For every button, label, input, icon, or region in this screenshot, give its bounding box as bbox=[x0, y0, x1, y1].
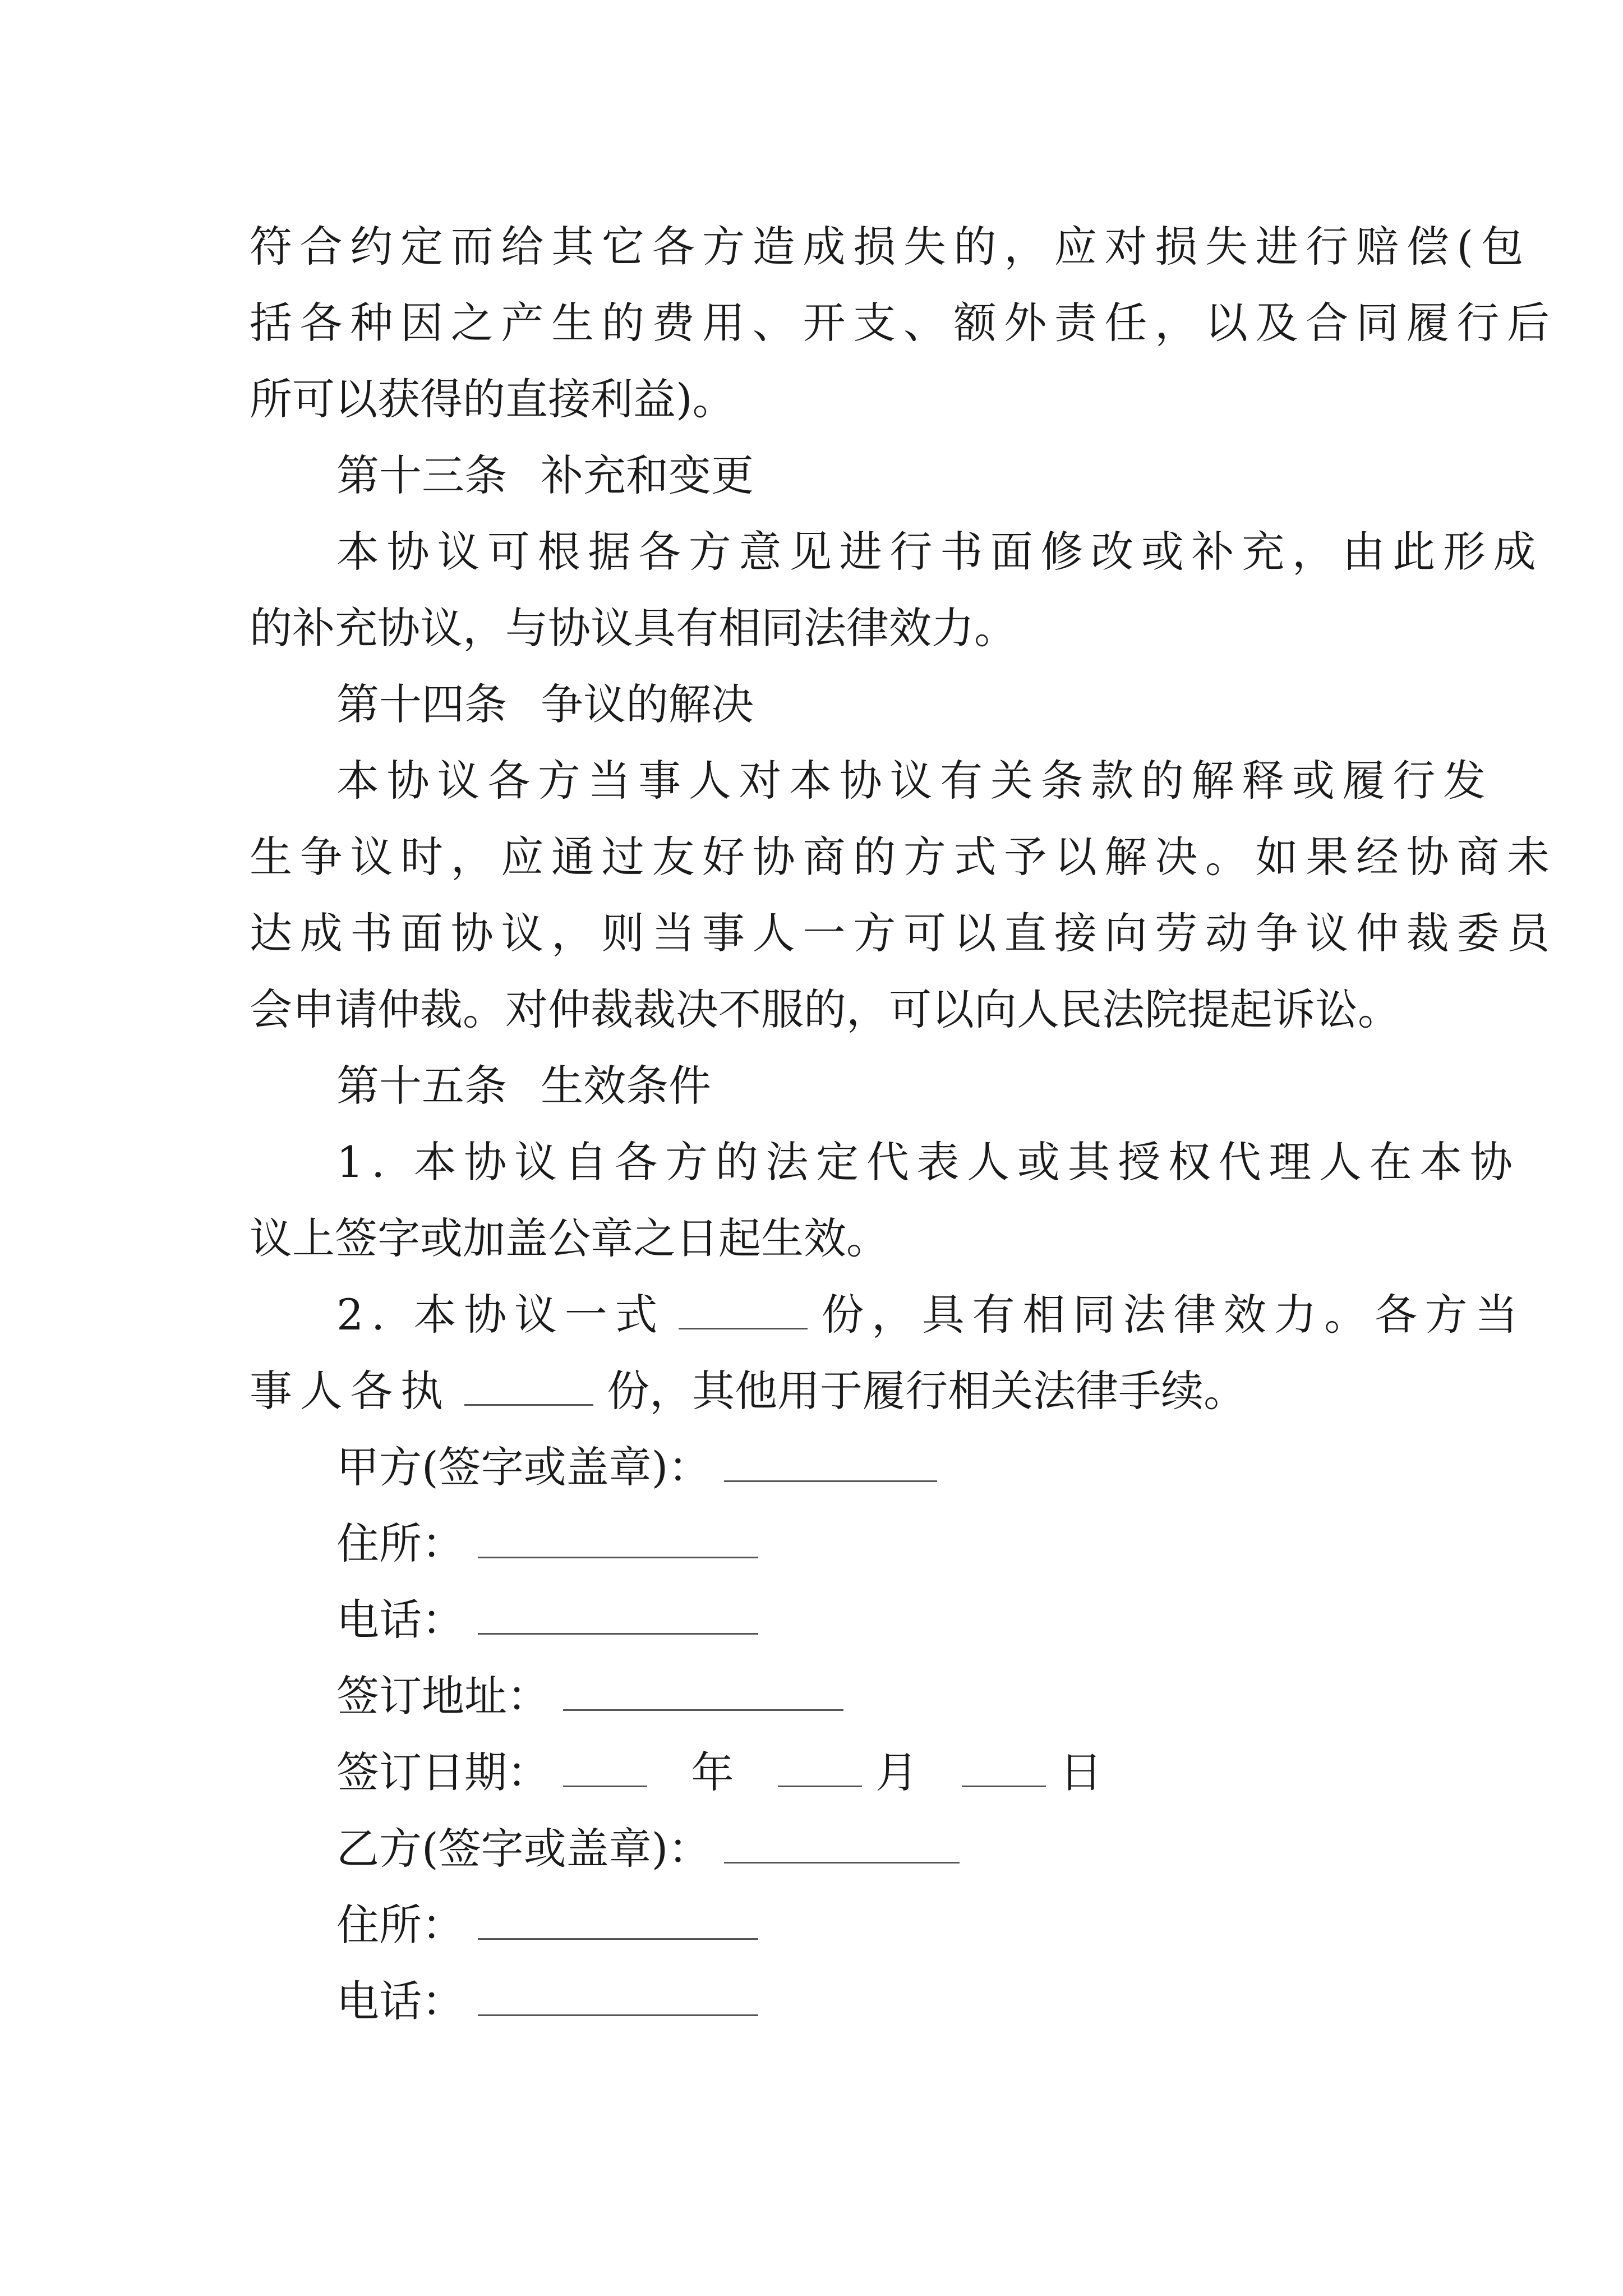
party-b-signature-blank[interactable] bbox=[724, 1826, 960, 1864]
article-heading-14 bbox=[336, 677, 754, 733]
party-b-address-row bbox=[336, 1897, 758, 1953]
copies-text-a: 事人各执 bbox=[250, 1366, 451, 1416]
day-blank[interactable] bbox=[962, 1750, 1046, 1787]
address-label: 住所： bbox=[336, 1519, 464, 1568]
month-label: 月 bbox=[875, 1747, 919, 1797]
article-heading-15 bbox=[336, 1058, 711, 1114]
article-number: 第十四条 bbox=[336, 679, 507, 729]
copies-text-b: 份，其他用于履行相关法律手续。 bbox=[607, 1366, 1247, 1416]
day-label: 日 bbox=[1059, 1747, 1103, 1797]
party-b-phone-blank[interactable] bbox=[478, 1978, 758, 2016]
article-heading-13 bbox=[336, 448, 754, 504]
party-a-address-row bbox=[336, 1516, 758, 1572]
paragraph-line: 本协议各方当事人对本协议有关条款的解释或履行发 bbox=[336, 756, 1493, 806]
party-b-phone-row bbox=[336, 1973, 758, 2030]
year-blank[interactable] bbox=[563, 1750, 647, 1787]
article-number: 第十五条 bbox=[336, 1061, 507, 1111]
phone-label: 电话： bbox=[336, 1595, 464, 1645]
article-number: 第十三条 bbox=[336, 450, 507, 500]
sign-date-row bbox=[336, 1745, 1103, 1801]
paragraph-line: 符合约定而给其它各方造成损失的，应对损失进行赔偿(包 bbox=[250, 222, 1532, 272]
copies-line bbox=[250, 1363, 1246, 1419]
phone-label: 电话： bbox=[336, 1976, 464, 2026]
article-title: 生效条件 bbox=[541, 1061, 711, 1111]
copies-line bbox=[336, 1287, 1525, 1343]
paragraph-line: 所可以获得的直接利益)。 bbox=[250, 374, 735, 424]
paragraph-line: 1. 本协议自各方的法定代表人或其授权代理人在本协 bbox=[336, 1137, 1520, 1187]
address-label: 住所： bbox=[336, 1900, 464, 1950]
party-a-phone-row bbox=[336, 1592, 758, 1648]
party-a-phone-blank[interactable] bbox=[478, 1597, 758, 1635]
copies-total-blank[interactable] bbox=[679, 1292, 808, 1329]
sign-place-label: 签订地址： bbox=[336, 1671, 550, 1721]
party-a-signature-row bbox=[336, 1439, 937, 1496]
party-a-label: 甲方(签字或盖章)： bbox=[336, 1442, 711, 1492]
sign-date-label: 签订日期： bbox=[336, 1747, 550, 1797]
month-blank[interactable] bbox=[778, 1750, 862, 1787]
paragraph-line: 生争议时，应通过友好协商的方式予以解决。如果经协商未 bbox=[250, 832, 1557, 882]
copies-each-blank[interactable] bbox=[464, 1368, 593, 1406]
paragraph-line: 括各种因之产生的费用、开支、额外责任，以及合同履行后 bbox=[250, 298, 1557, 348]
party-a-address-blank[interactable] bbox=[478, 1521, 758, 1558]
paragraph-line: 本协议可根据各方意见进行书面修改或补充，由此形成 bbox=[336, 527, 1544, 577]
paragraph-line: 会申请仲裁。对仲裁裁决不服的，可以向人民法院提起诉讼。 bbox=[250, 984, 1400, 1034]
copies-text-a: 2. 本协议一式 bbox=[336, 1290, 666, 1340]
article-title: 补充和变更 bbox=[541, 450, 754, 500]
party-a-signature-blank[interactable] bbox=[724, 1444, 937, 1482]
copies-text-b: 份，具有相同法律效力。各方当 bbox=[821, 1290, 1525, 1340]
year-label: 年 bbox=[691, 1747, 734, 1797]
article-title: 争议的解决 bbox=[541, 679, 754, 729]
sign-place-blank[interactable] bbox=[563, 1673, 843, 1711]
paragraph-line: 议上签字或加盖公章之日起生效。 bbox=[250, 1213, 889, 1263]
paragraph-line: 的补充协议，与协议具有相同法律效力。 bbox=[250, 603, 1017, 653]
party-b-signature-row bbox=[336, 1821, 960, 1877]
party-b-label: 乙方(签字或盖章)： bbox=[336, 1824, 711, 1874]
party-b-address-blank[interactable] bbox=[478, 1902, 758, 1940]
paragraph-line: 达成书面协议，则当事人一方可以直接向劳动争议仲裁委员 bbox=[250, 908, 1557, 958]
sign-place-row bbox=[336, 1668, 843, 1724]
